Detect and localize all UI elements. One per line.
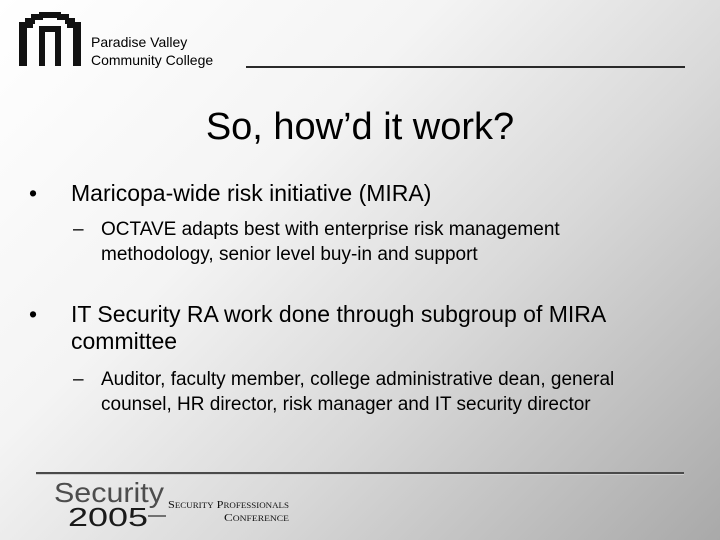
header-divider: [246, 66, 685, 68]
college-name-line1: Paradise Valley: [91, 34, 188, 50]
sub-bullet-item: [73, 367, 673, 417]
sub-bullet-item: [73, 217, 673, 267]
sub-bullet-mark: –: [73, 219, 84, 240]
bullet-text: IT Security RA work done through subgroup of MIRA committee: [71, 301, 605, 354]
security-2005-conference-logo: [54, 478, 294, 530]
college-arch-logo-icon: [19, 12, 81, 66]
sub-bullet-mark: –: [73, 369, 84, 390]
bullet-item: [29, 301, 669, 355]
sub-bullet-text: Auditor, faculty member, college administrative dean, general counsel, HR director, risk manager and IT security director: [101, 369, 615, 415]
bullet-text: Maricopa-wide risk initiative (MIRA): [71, 180, 432, 206]
logo-year: 2005: [68, 502, 148, 530]
footer-divider: [36, 472, 684, 474]
college-name: [91, 33, 213, 69]
logo-line2: Conference: [224, 512, 290, 524]
college-name-line2: Community College: [91, 52, 214, 68]
sub-bullet-text: OCTAVE adapts best with enterprise risk management methodology, senior level buy-in and support: [101, 219, 560, 265]
logo-line1: Security Professionals: [168, 499, 289, 511]
logo-word: Security: [54, 478, 164, 508]
slide-title: So, how’d it work?: [205, 106, 515, 148]
bullet-item: [29, 180, 669, 207]
bullet-mark: •: [29, 180, 38, 206]
bullet-mark: •: [29, 301, 38, 327]
